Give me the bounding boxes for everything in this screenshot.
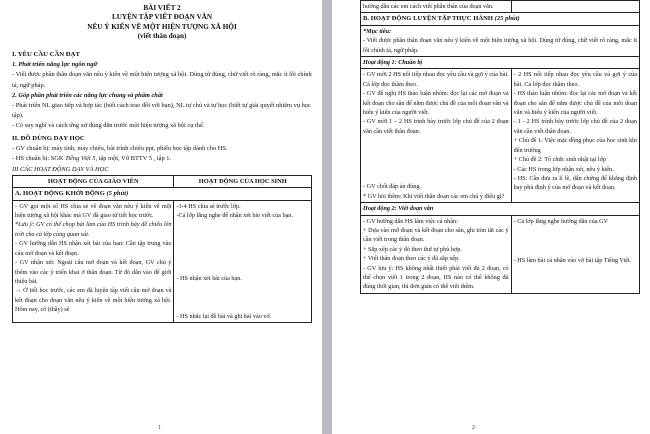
document-page-2	[332, 0, 650, 434]
cell-text: + Dựa vào mở đoạn và kết đoạn cho sẵn, ghi tóm tắt các ý cần viết trong thân đoạn.	[363, 226, 509, 244]
cell-text: - HS nhắc lại đề bài và ghi bài vào vở.	[176, 312, 272, 320]
cell-text: - GV nhận xét: Ngoài câu mở đoạn và kết đoạn, GV chủ ý thêm vào các ý triển khai ở thân đoạn. Từ đó dẫn vào để giới thiệu bài.	[15, 259, 172, 285]
lesson-note: (viết thân đoạn)	[137, 32, 187, 41]
subheading-1-1: 1. Phát triển năng lực ngôn ngữ	[12, 61, 98, 69]
activity-heading-row	[361, 203, 640, 215]
student-cell	[511, 215, 639, 293]
student-cell	[511, 1, 639, 13]
teacher-cell	[361, 69, 512, 203]
page-number: 1	[158, 425, 161, 431]
book-title: Tiếng Việt 5	[65, 155, 96, 163]
section-b-title	[361, 13, 640, 25]
activity-table-continued	[360, 0, 640, 294]
cell-text: - HS làm bài cá nhân vào vở bài tập Tiếng Việt.	[513, 256, 632, 264]
section-a-label: A. HOẠT ĐỘNG KHỞI ĐỘNG	[15, 190, 107, 198]
paragraph-part: , tập một, Vở BTTV 5 , tập 1.	[95, 155, 172, 163]
teacher-cell	[361, 215, 512, 293]
cell-text: -3-4 HS chia sẻ trước lớp.	[176, 202, 241, 210]
cell-text: + Chủ đề 1: Việc mặc đồng phục của học sinh khi đến trường	[513, 137, 637, 154]
section-heading-3: III CÁC HOẠT ĐỘNG DẠY VÀ HỌC	[12, 165, 109, 173]
table-row	[361, 1, 640, 13]
paragraph: - Phát triển NL giao tiếp và hợp tác (biết cách trao đổi với bạn), NL tự chủ và tự học (biết tự giải quyết nhiệm vụ học tập).	[12, 102, 311, 120]
cell-text: * GV hỏi thêm: Khi viết thân đoạn các em chú ý điều gì?	[363, 192, 505, 200]
section-a-duration: (5 phút)	[106, 190, 129, 198]
table-header-row	[13, 175, 312, 187]
cell-text: - HS: Cần đưa ra lí lẽ, dẫn chứng để khẳng định hay phủ định ý của mở đoạn và kết đoạn.	[513, 174, 637, 192]
objective-text: - Viết được phần thân đoạn văn nêu ý kiến về một hiện tượng xã hội. Dùng từ đúng, chữ viết rõ ràng, mắc ít lỗi chính tả, ngữ pháp.	[363, 37, 637, 54]
subheading-1-2: 2. Góp phần phát triển các năng lực chung và phẩm chất	[12, 91, 163, 99]
objective-cell	[361, 25, 640, 56]
cell-text: - GV hướng dẫn HS làm việc cá nhân:	[363, 217, 458, 225]
section-a-title	[13, 188, 312, 200]
student-cell	[511, 69, 639, 203]
activity-table	[12, 175, 312, 323]
section-heading-2: II. ĐỒ DÙNG DẠY HỌC	[12, 134, 85, 142]
paragraph: - GV chuẩn bị: máy tính, máy chiếu, bài trình chiếu ppt, phiếu học tập dành cho HS.	[12, 145, 228, 153]
table-row	[361, 69, 640, 203]
table-row	[361, 215, 640, 293]
page-number: 2	[472, 425, 475, 431]
lesson-title: LUYỆN TẬP VIẾT ĐOẠN VĂN	[111, 13, 213, 22]
section-b-label: B. HOẠT ĐỘNG LUYỆN TẬP THỰC HÀNH	[363, 15, 495, 23]
column-header-teacher: HOẠT ĐỘNG CỦA GIÁO VIÊN	[13, 175, 174, 187]
cell-text: - GV hướng dẫn HS nhận xét bài của bạn: Cần tập trung vào câu mở đoạn và kết đoạn.	[15, 240, 172, 257]
section-heading-1: I. YÊU CẦU CẦN ĐẠT	[12, 50, 80, 58]
table-section-row	[13, 188, 312, 200]
teacher-cell	[13, 200, 174, 323]
cell-text: - 1 - 2 HS trình bày trước lớp chủ đề của 2 đoạn văn cần viết thân đoạn.	[513, 118, 637, 135]
cell-text: - GV mời 1 – 2 HS trình bày trước lớp chủ đề của 2 đoạn văn cần viết thân đoạn.	[363, 118, 509, 135]
table-section-row	[361, 13, 640, 25]
column-header-student: HOẠT ĐỘNG CỦA HỌC SINH	[174, 175, 312, 187]
document-page-1	[0, 0, 322, 434]
objective-row	[361, 25, 640, 56]
cell-note: *Lưu ý: GV có thể chọp bài làm của HS trình bày để chiếu lên trời cho cả lớp cùng quan sát.	[15, 221, 172, 238]
lesson-subtitle: NÊU Ý KIẾN VỀ MỘT HIỆN TƯỢNG XÃ HỘI	[87, 22, 237, 31]
cell-text: - HS nhận xét bài của bạn.	[176, 275, 242, 283]
cell-text: → Ở tiết học trước, các em đã luyện tập viết câu mở đoạn và kết đoạn cho đoạn văn nêu ý kiến về một hiện tượng xã hội. Hôm nay, cô (thầy) sẽ	[15, 287, 172, 314]
section-b-duration: (25 phút)	[494, 15, 520, 23]
lesson-number: BÀI VIẾT 2	[143, 4, 181, 12]
teacher-cell: hướng dẫn các em cách viết phần thân của đoạn văn.	[361, 1, 512, 13]
cell-text: - Cả lớp lắng nghe hướng dẫn của GV	[513, 217, 609, 225]
student-cell	[174, 200, 312, 323]
cell-text: + Chủ đề 2: Tổ chức sinh nhật tại lớp	[513, 156, 606, 164]
activity-2-heading: Hoạt động 2: Viết đoạn văn	[361, 203, 640, 215]
cell-text: - HS thảo luận nhóm: đọc lại các mở đoạn và kết đoạn cho sẵn để nắm được chủ đề của mỗi đoạn văn và hiểu ý kiến của người viết.	[513, 90, 637, 117]
cell-text: - GV chốt đáp án đúng.	[363, 183, 421, 191]
objective-label: *Mục tiêu:	[363, 27, 392, 35]
paragraph	[12, 154, 312, 164]
activity-heading-row	[361, 57, 640, 69]
cell-text: + Sắp xếp các ý đó theo thứ tự phù hợp.	[363, 245, 462, 253]
table-row	[13, 200, 312, 323]
paragraph-part: - HS chuẩn bị: SGK	[12, 155, 66, 163]
cell-text: - Các HS trong lớp nhận xét, nêu ý kiến.	[513, 165, 614, 173]
paragraph: - Có suy nghĩ và cách ứng xử đúng đắn trước một hiện tượng xã hội cụ thể.	[12, 122, 205, 130]
cell-text: - GV gọi một số HS chia sẻ về đoạn văn nêu ý kiến về một hiện tượng xã hội khác mà GV đã giao từ tiết học trước.	[15, 202, 172, 220]
cell-text: - 2 HS nối tiếp nhau đọc yêu cầu và gợi ý của bài. Cả lớp đọc thầm theo.	[513, 71, 637, 88]
cell-text: - GV mời 2 HS nối tiếp nhau đọc yêu cầu và gợi ý của bài. Cả lớp đọc thầm theo.	[363, 71, 509, 88]
cell-text: - GV lưu ý: HS không nhất thiết phải viết đủ 2 đoạn, có thể chọn viết 1 trong 2 đoạn, HS nào có thể không đủ đúng thời gian, thì đơn giản có thể viết thêm.	[363, 264, 509, 291]
activity-1-heading: Hoạt động 1: Chuẩn bị	[361, 57, 640, 69]
paragraph: - Viết được phần thân đoạn văn nêu ý kiến về một hiện tượng xã hội. Dùng từ đúng, chữ viết rõ ràng, mắc ít lỗi chính tả, ngữ pháp.	[12, 71, 312, 89]
cell-text: -Cả lớp lắng nghe để nhận xét bài viết của bạn.	[176, 212, 293, 220]
cell-text: + Viết thân đoạn theo các ý đã sắp xếp.	[363, 255, 460, 263]
cell-text: - GV đề nghị HS thảo luận nhóm: đọc lại các mở đoạn và kết đoạn cho sẵn để nắm được chủ đề của mỗi đoạn văn và hiểu ý kiến của người viết.	[363, 90, 509, 117]
